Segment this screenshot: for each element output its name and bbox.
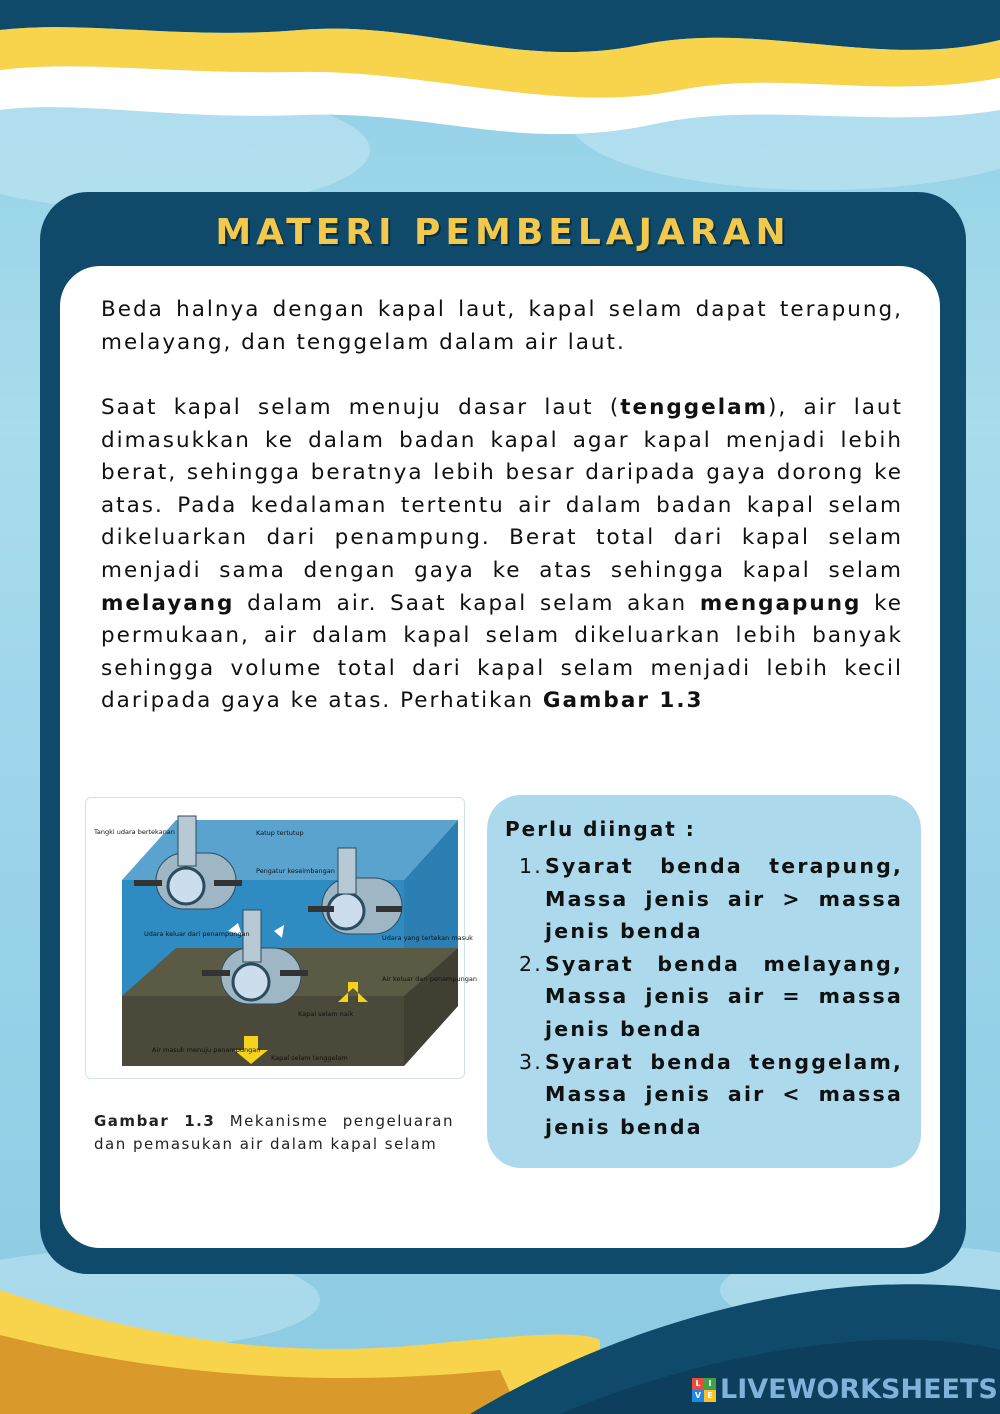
paragraph-intro: Beda halnya dengan kapal laut, kapal selam dapat terapung, melayang, dan tenggelam dalam air laut. (101, 297, 903, 355)
paragraph-text: ke permukaan, air dalam kapal selam dikeluarkan lebih banyak sehingga volume total dari kapal selam menjadi lebih kecil daripada gaya ke atas. Perhatikan (101, 590, 903, 714)
submarine-diagram-image (86, 798, 477, 1078)
label-balancer: Pengatur keseimbangan (256, 867, 335, 875)
logo-letter: V (692, 1390, 704, 1402)
list-number: 3. (519, 1049, 543, 1074)
list-item (505, 948, 903, 1046)
reminder-list (505, 850, 903, 1143)
submarine-diagram (85, 797, 477, 1079)
paragraph-explanation (101, 392, 903, 718)
caption-label: Gambar 1.3 (94, 1112, 216, 1130)
figure-reference: Gambar 1.3 (542, 688, 704, 714)
logo-mark-icon (692, 1378, 716, 1402)
page-title: MATERI PEMBELAJARAN (215, 212, 791, 253)
list-text: Syarat benda melayang, Massa jenis air = massa jenis benda (545, 951, 903, 1041)
logo-letter: L (692, 1378, 704, 1390)
list-text: Syarat benda tenggelam, Massa jenis air < massa jenis benda (545, 1049, 903, 1139)
label-sinking: Kapal selam tenggelam (271, 1054, 348, 1062)
label-air-out: Udara keluar dari penampungan (144, 930, 250, 938)
paragraph-text: Saat kapal selam menuju dasar laut ( (101, 395, 621, 420)
caption-text: Mekanisme pengeluaran dan pemasukan air dalam kapal selam (94, 1112, 454, 1153)
label-air-in: Udara yang tertekan masuk (382, 934, 473, 942)
label-valve: Katup tertutup (256, 829, 304, 837)
logo-letter: I (704, 1378, 716, 1390)
reminder-title: Perlu diingat : (505, 817, 696, 841)
logo-letter: E (704, 1390, 716, 1402)
list-item (505, 850, 903, 948)
list-item (505, 1046, 903, 1144)
paragraph-text: ), air laut dimasukkan ke dalam badan kapal agar kapal menjadi lebih berat, sehingga beratnya lebih besar daripada gaya dorong ke atas. Pada kedalaman tertentu air dalam badan kapal selam dikeluarkan dari penampung. Berat total dari kapal selam menjadi sama dengan gaya ke atas sehingga kapal selam (101, 395, 903, 583)
keyword-tenggelam: tenggelam (620, 395, 769, 420)
label-water-in: Air masuk menuju penampungan (152, 1046, 261, 1054)
list-number: 2. (519, 951, 543, 976)
list-number: 1. (519, 854, 543, 878)
figure-caption (94, 1110, 454, 1155)
label-tank: Tangki udara bertekanan (94, 828, 175, 836)
label-water-out: Air keluar dari penampungan (382, 975, 477, 983)
keyword-mengapung: mengapung (699, 590, 862, 616)
paragraph-text: dalam air. Saat kapal selam akan (234, 590, 700, 616)
label-rising: Kapal selam naik (298, 1010, 354, 1018)
list-text: Syarat benda terapung, Massa jenis air > massa jenis benda (545, 854, 903, 944)
keyword-melayang: melayang (101, 590, 235, 616)
logo-text: LIVEWORKSHEETS (720, 1374, 998, 1405)
liveworksheets-logo[interactable] (692, 1374, 998, 1405)
